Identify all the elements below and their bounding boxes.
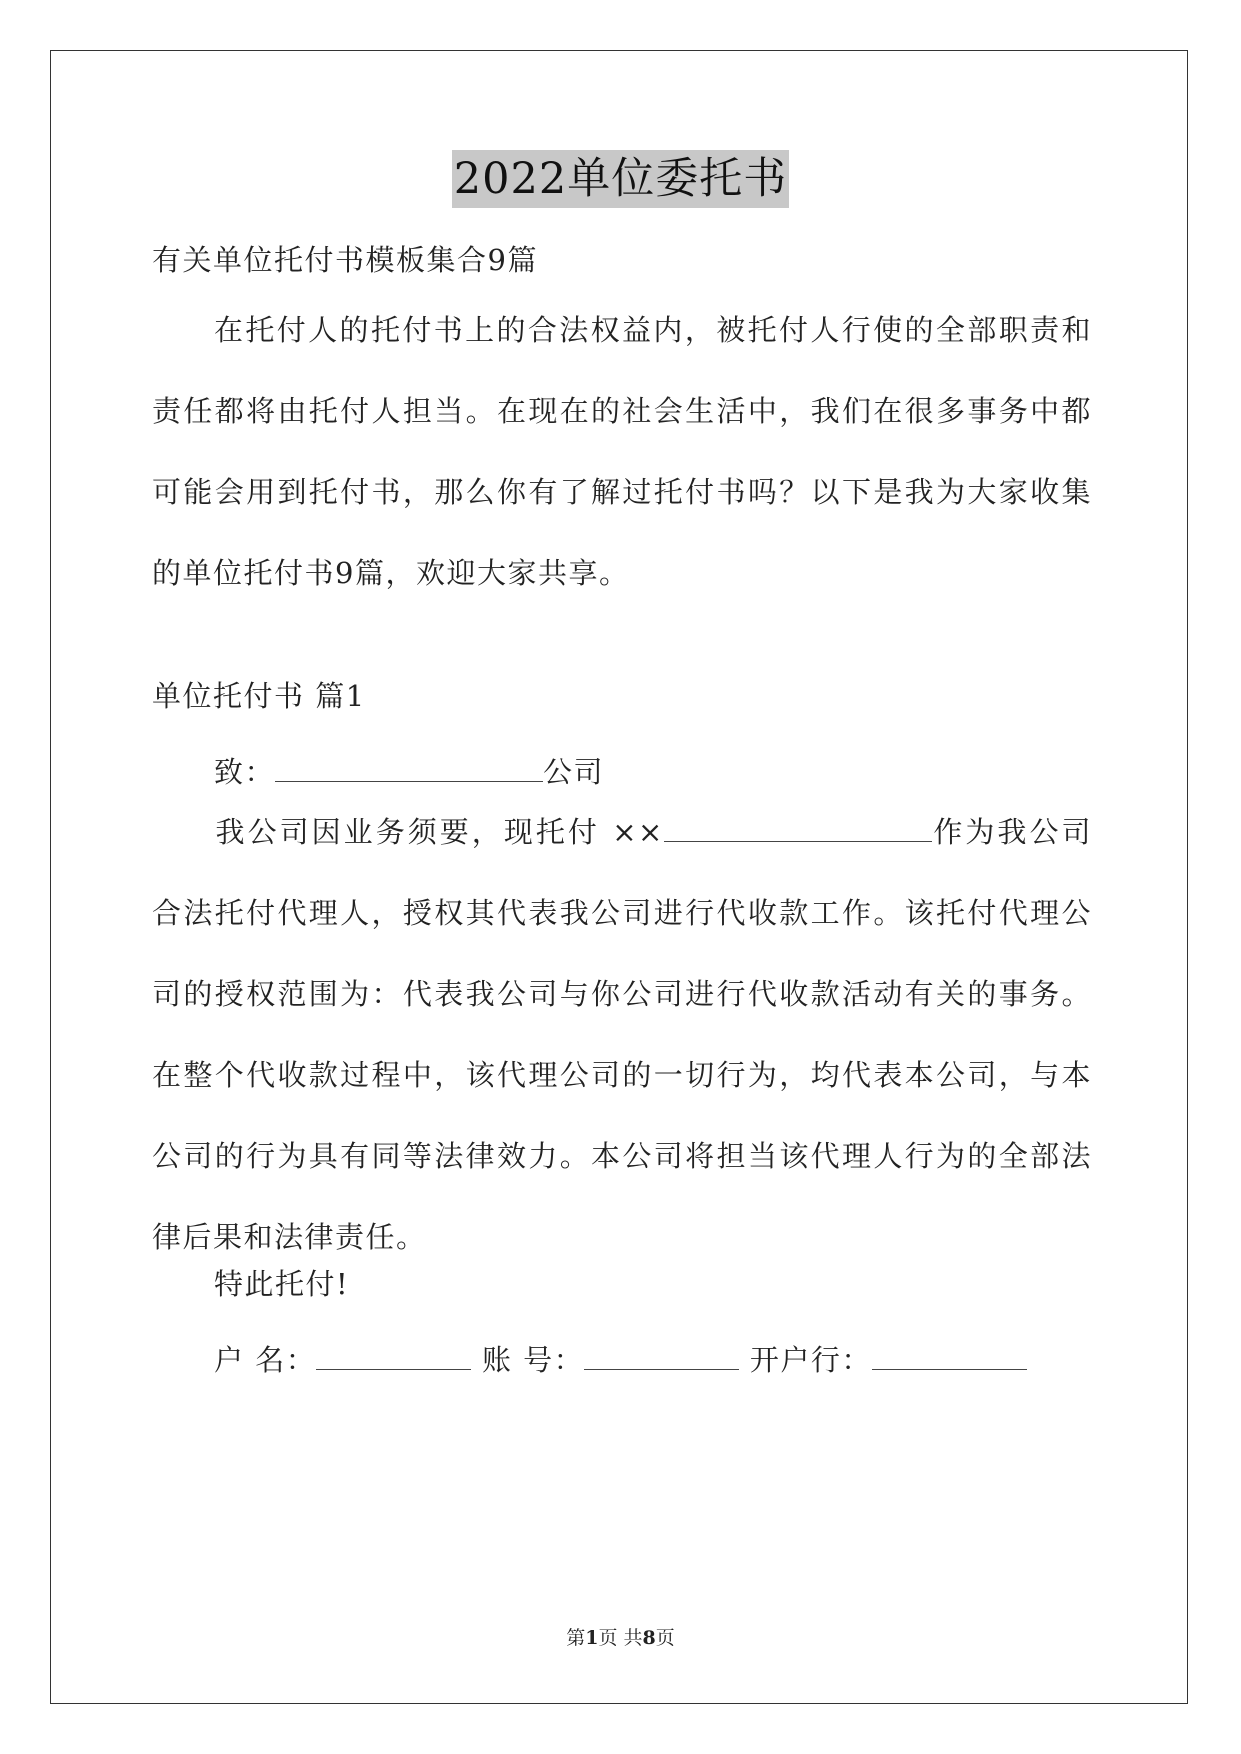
footer-prefix: 第 [566, 1627, 586, 1649]
addressee-blank [275, 755, 543, 782]
agent-blank [664, 815, 932, 842]
page-footer [0, 1623, 1241, 1650]
addressee-suffix: 公司 [543, 755, 605, 789]
document-title: 2022单位委托书 [452, 150, 789, 208]
closing-line: 特此托付! [214, 1267, 350, 1301]
account-number-label: 账 号： [481, 1343, 585, 1377]
addressee-prefix: 致： [214, 755, 276, 789]
footer-page-total: 8 [642, 1627, 656, 1649]
body-part2: 作为我公司合法托付代理人，授权其代表我公司进行代收款工作。该托付代理公司的授权范围为：代表我公司与你公司进行代收款活动有关的事务。在整个代收款过程中，该代理公司的一切行为，均代表本公司，与本公司的行为具有同等法律效力。本公司将担当该代理人行为的全部法律后果和法律责任。 [152, 815, 1092, 1254]
bank-blank [872, 1343, 1027, 1370]
account-info-line [214, 1340, 1027, 1380]
footer-page-current: 1 [585, 1627, 599, 1649]
account-name-blank [316, 1343, 471, 1370]
section-heading: 单位托付书 篇1 [152, 679, 366, 713]
body-paragraph [152, 792, 1092, 1278]
addressee-line [214, 752, 604, 792]
intro-heading: 有关单位托付书模板集合9篇 [152, 243, 538, 277]
intro-paragraph: 在托付人的托付书上的合法权益内，被托付人行使的全部职责和责任都将由托付人担当。在现在的社会生活中，我们在很多事务中都可能会用到托付书，那么你有了解过托付书吗？以下是我为大家收集的单位托付书9篇，欢迎大家共享。 [152, 313, 1092, 590]
body-part1: 我公司因业务须要，现托付 ×× [214, 815, 664, 849]
account-number-blank [584, 1343, 739, 1370]
footer-suffix: 页 [655, 1627, 675, 1649]
account-name-label: 户 名： [214, 1343, 317, 1377]
bank-label: 开户行： [749, 1343, 872, 1377]
footer-mid: 页 共 [598, 1627, 643, 1649]
document-title-block [0, 150, 1241, 208]
